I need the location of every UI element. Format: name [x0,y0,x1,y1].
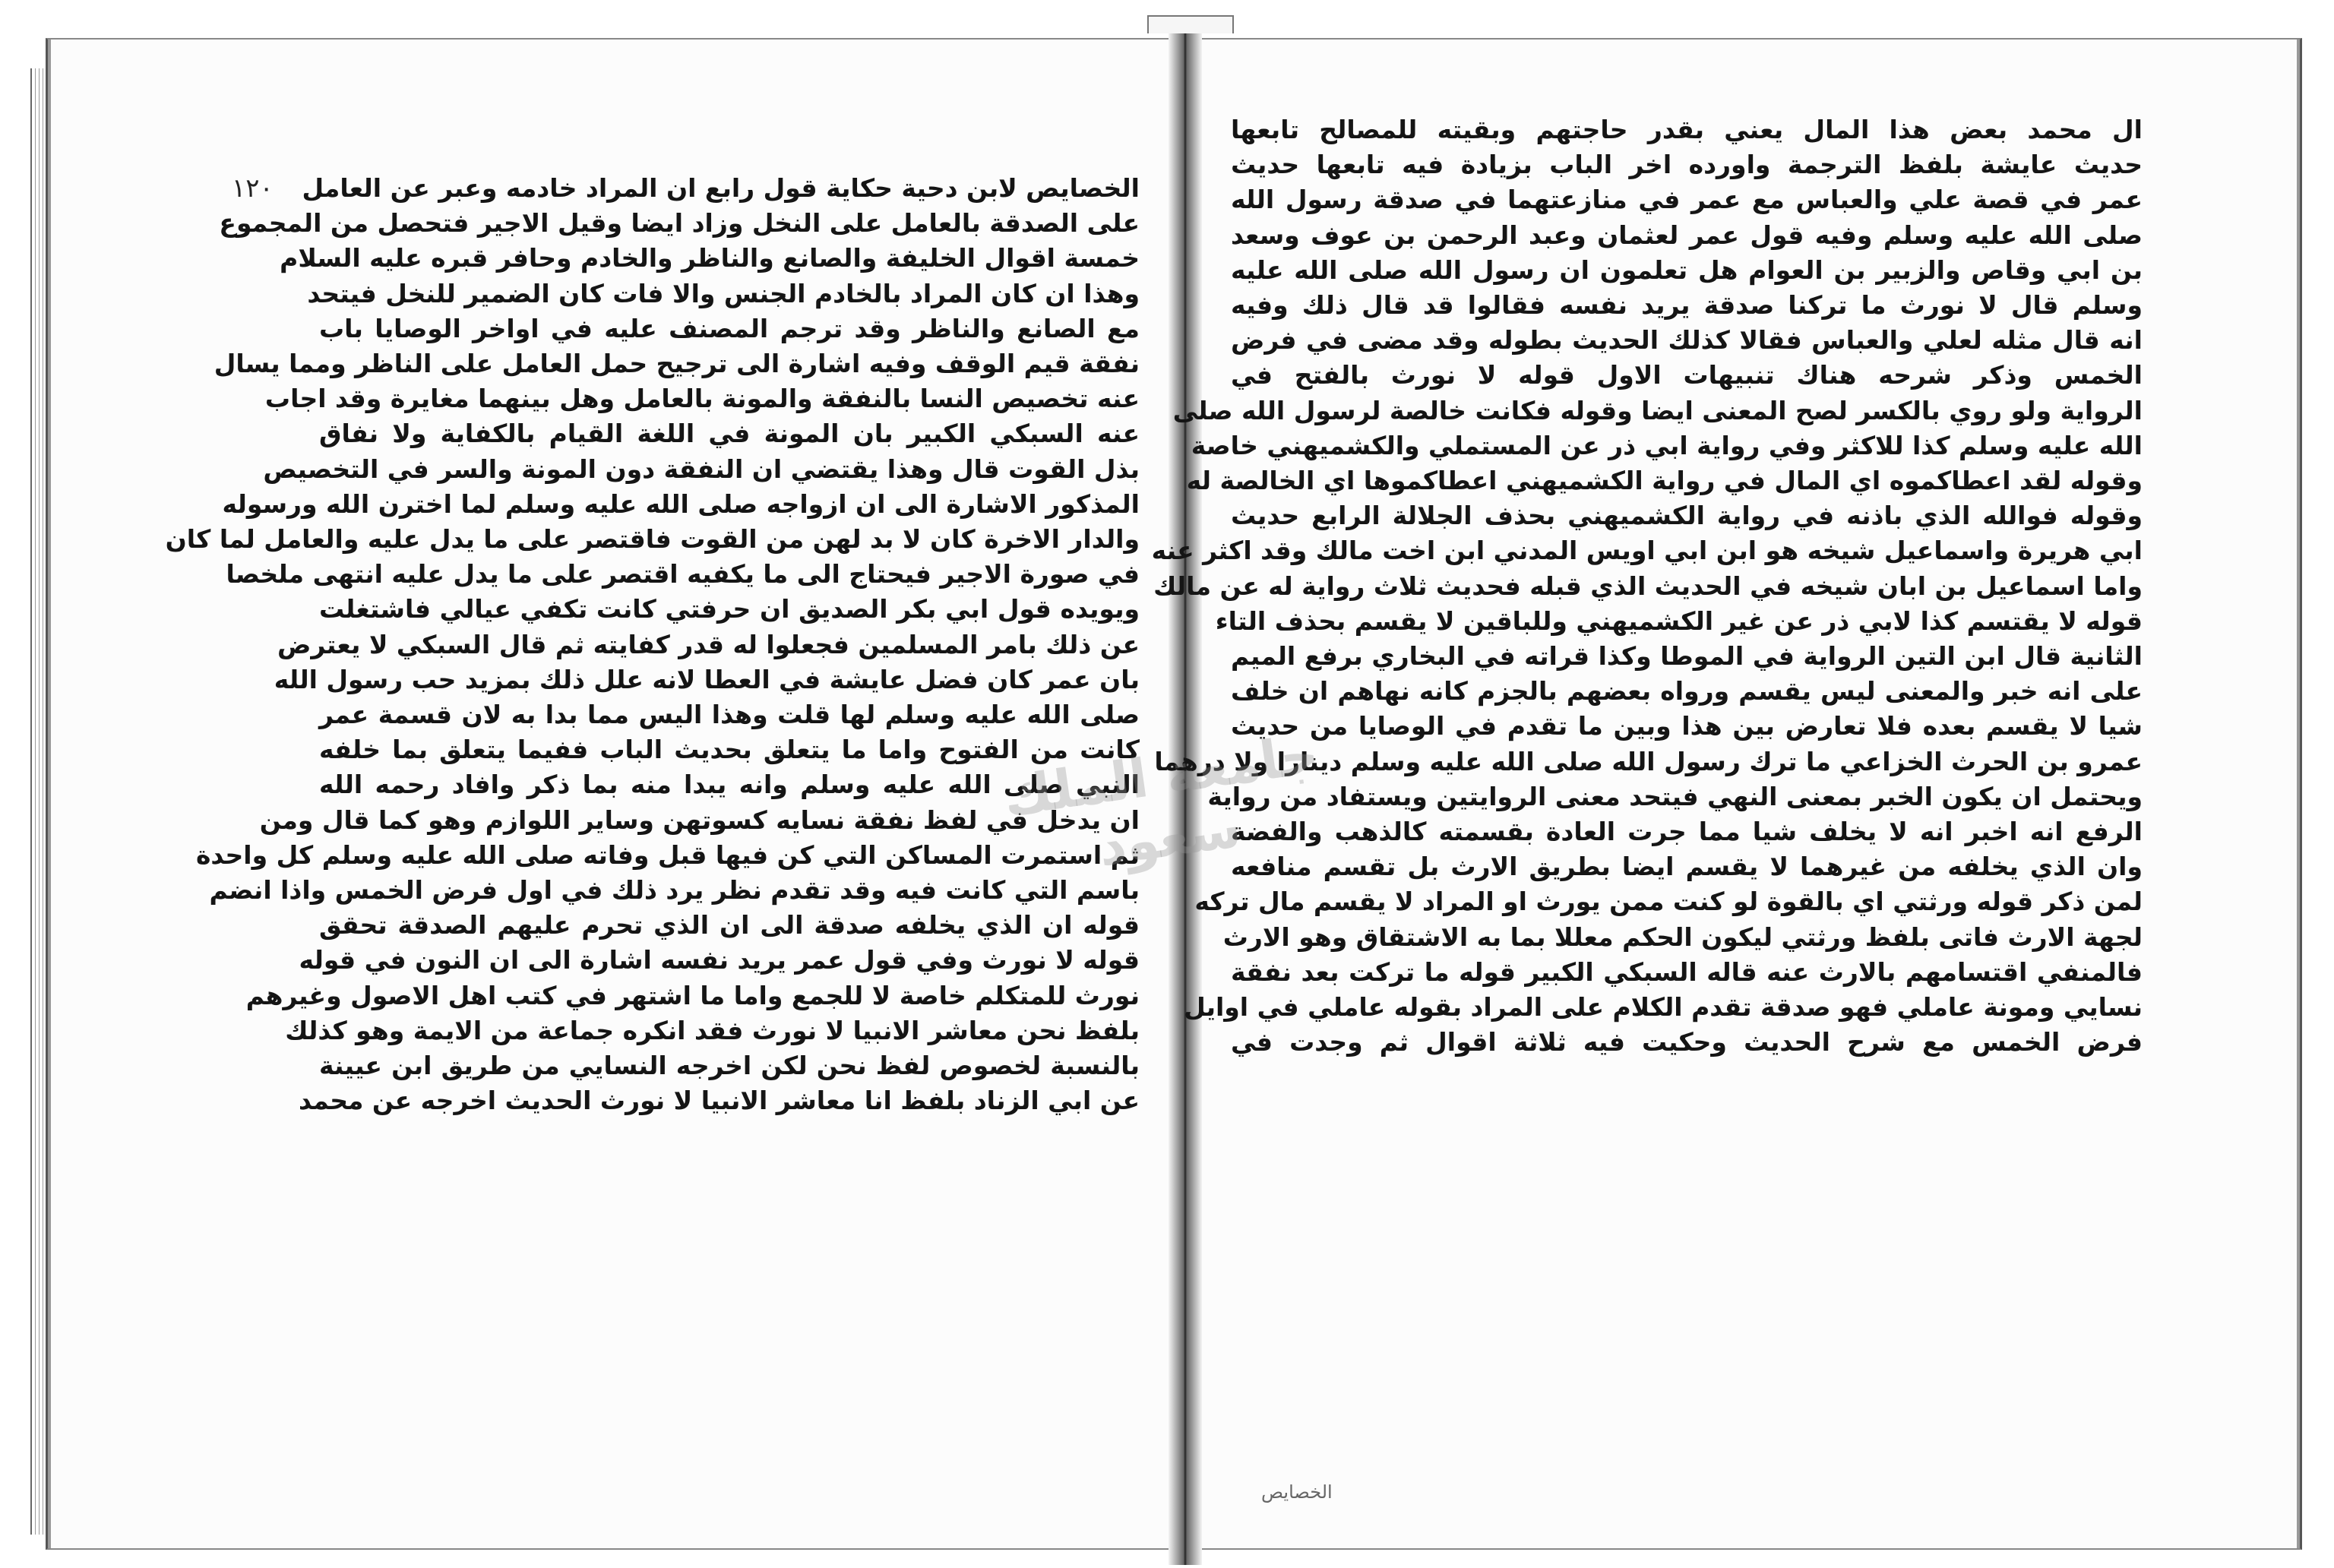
left_page-line: بلفظ نحن معاشر الانبيا لا نورث فقد انكره جماعة من الايمة وهو كذلك [285,1015,1140,1045]
folio-number: ١٢٠ [232,173,274,204]
right_page-line: الثانية قال ابن التين الرواية في الموطا وكذا قراته في البخاري برفع الميم [1231,641,2143,672]
right_page-line: الرفع انه اخبر انه لا يخلف شيا مما جرت العادة بقسمته كالذهب والفضة [1231,817,2143,847]
left_page-line: بالنسبة لخصوص لفظ نحن لكن اخرجه النسايي من طريق ابن عيينة [319,1051,1140,1081]
right_page-line: شيا لا يقسم بعده فلا تعارض بين هذا وبين ما تقدم في الوصايا من حديث [1231,711,2143,741]
right_page-line: صلى الله عليه وسلم وفيه قول عمر لعثمان وعبد الرحمن بن عوف وسعد [1231,220,2143,250]
right_page-line: عمر في قصة علي والعباس مع عمر في منازعتهما في صدقة رسول الله [1231,185,2143,215]
left_page-line: على الصدقة بالعامل على النخل وزاد ايضا وقيل الاجير فتحصل من المجموع [219,208,1140,239]
right_page-line: لجهة الارث فاتى بلفظ ورثتي ليكون الحكم معللا بما به الاشتقاق وهو الارث [1222,922,2143,952]
book-gutter [1169,15,1202,1565]
left_page-line: عنه السبكي الكبير بان المونة في اللغة القيام بالكفاية ولا نفاق [319,419,1140,449]
left_page-line: بان عمر كان فضل عايشة في العطا لانه علل ذلك بمزيد حب رسول الله [274,664,1140,694]
right_page-line: انه قال مثله لعلي والعباس فقالا كذلك الحديث بطوله وقد مضى في فرض [1231,325,2143,356]
left_page-line: باسم التي كانت فيه وقد تقدم نظر يرد ذلك في اول فرض الخمس واذا انضم [209,875,1140,906]
right_page-line: الرواية ولو روي بالكسر لصح المعنى ايضا وقوله فكانت خالصة لرسول الله صلى [1172,395,2143,425]
right_page-line: ال محمد بعض هذا المال يعني بقدر حاجتهم وبقيته للمصالح تابعها [1231,115,2143,144]
catchword: الخصايص [1261,1481,1333,1503]
library-watermark: جامعة الملك سعود [999,722,1323,879]
left_page-line: كانت من الفتوح واما ما يتعلق بحديث الباب ففيما يتعلق بما خلفه [319,735,1140,765]
right_page-line: قوله لا يقتسم كذا لابي ذر عن غير الكشميهني وللباقين لا يقسم بحذف التاء [1215,605,2143,636]
right_page-line: الله عليه وسلم كذا للاكثر وفي رواية ابي ذر عن المستملي والكشميهني خاصة [1191,430,2143,460]
right_page-line: وقوله لقد اعطاكموه اي المال في رواية الكشميهني اعطاكموها اي الخالصة له [1186,466,2143,496]
right_page-line: لمن ذكر قوله ورثتي اي بالقوة لو كنت ممن يورث او المراد لا يقسم مال تركه [1194,887,2143,917]
right_page-line: واما اسماعيل بن ابان شيخه في الحديث الذي قبله فحديث ثلاث رواية له عن مالك [1153,571,2143,601]
left_page-line: مع الصانع والناظر وقد ترجم المصنف عليه في اواخر الوصايا باب [319,313,1140,343]
left_page-line: عن ابي الزناد بلفظ انا معاشر الانبيا لا نورث الحديث اخرجه عن محمد [299,1086,1140,1116]
right_page-line: حديث عايشة بلفظ الترجمة واورده اخر الباب بزيادة فيه تابعها حديث [1231,150,2143,180]
left_page-line: بذل القوت قال وهذا يقتضي ان النفقة دون المونة والسر في التخصيص [263,454,1140,484]
left_page-line: صلى الله عليه وسلم لها قلت وهذا اليس مما بدا به لان قسمة عمر [319,700,1140,730]
right_page-line: على انه خبر والمعنى ليس يقسم ورواه بعضهم بالجزم كانه نهاهم ان خلف [1231,676,2143,707]
right_page-line: نسايي ومونة عاملي فهو صدقة تقدم الكلام على المراد بقوله عاملي في اوايل [1184,992,2143,1023]
left_page-line: نفقة قيم الوقف وفيه اشارة الى ترجيح حمل العامل على الناظر ومما يسال [213,349,1140,379]
left_page-line: ان يدخل في لفظ نفقة نسايه كسوتهن وساير اللوازم وهو كما قال ومن [259,805,1140,835]
left_page-line: النبي صلى الله عليه وسلم وانه يبدا منه بما ذكر وافاد رحمه الله [319,770,1140,800]
left_page-line: والدار الاخرة كان لا بد لهن من القوت فاقتصر على ما يدل عليه والعامل لما كان [165,524,1140,555]
right_page-line: عمرو بن الحرث الخزاعي ما ترك رسول الله صلى الله عليه وسلم دينارا ولا درهما [1154,746,2143,776]
right_page-line: ويحتمل ان يكون الخبر بمعنى النهي فيتحد معنى الروايتين ويستفاد من رواية [1207,781,2143,811]
left_page-line: وهذا ان كان المراد بالخادم الجنس والا فات كان الضمير للنخل فيتحد [307,278,1140,308]
left_page-line: المذكور الاشارة الى ان ازواجه صلى الله عليه وسلم لما اخترن الله ورسوله [222,488,1140,519]
right_page-line: فرض الخمس مع شرح الحديث وحكيت فيه ثلاثة اقوال ثم وجدت في [1231,1027,2143,1057]
right_page-line: بن ابي وقاص والزبير بن العوام هل تعلمون ان رسول الله صلى الله عليه [1231,254,2143,285]
left_page-line: عنه تخصيص النسا بالنفقة والمونة بالعامل وهل بينهما مغايرة وقد اجاب [264,384,1140,414]
left_page-line: نورث للمتكلم خاصة لا للجمع واما ما اشتهر في كتب اهل الاصول وغيرهم [245,980,1140,1010]
right_page-line: وان الذي يخلفه من غيرهما لا يقسم ايضا بطريق الارث بل تقسم منافعه [1231,852,2143,882]
left_page-line: قوله لا نورث وفي قول عمر يريد نفسه اشارة الى ان النون في قوله [299,945,1140,975]
binding-tab [1147,15,1234,33]
left_page-line: قوله ان الذي يخلفه صدقة الى ان الذي تحرم عليهم الصدقة تحقق [319,910,1140,940]
left_page-line: ثم استمرت المساكن التي كن فيها قبل وفاته صلى الله عليه وسلم كل واحدة [195,839,1140,870]
right_page-line: فالمنفي اقتسامهم بالارث عنه قاله السبكي الكبير قوله ما تركت بعد نفقة [1231,956,2143,987]
left_page-line: عن ذلك بامر المسلمين فجعلوا له قدر كفايته ثم قال السبكي لا يعترض [277,629,1140,659]
left_page-line: في صورة الاجير فيحتاج الى ما يكفيه اقتصر على ما يدل عليه انتهى ملخصا [226,559,1140,590]
left_page-line: الخصايص لابن دحية حكاية قول رابع ان المراد خادمه وعبر عن العامل [302,173,1140,203]
right_page-line: ابي هريرة واسماعيل شيخه هو ابن ابي اويس المدني ابن اخت مالك وقد اكثر عنه [1151,536,2143,566]
right_page-line: وقوله فوالله الذي باذنه في رواية الكشميهني بحذف الجلالة الرابع حديث [1231,501,2143,531]
right_page-line: الخمس وذكر شرحه هناك تنبيهات الاول قوله لا نورث بالفتح في [1231,360,2143,390]
right_page-line: وسلم قال لا نورث ما تركنا صدقة يريد نفسه فقالوا قد قال ذلك وفيه [1231,290,2143,321]
left_page-line: ويويده قول ابي بكر الصديق ان حرفتي كانت تكفي عيالي فاشتغلت [319,594,1140,624]
left_page-line: خمسة اقوال الخليفة والصانع والناظر والخادم وحافر قبره عليه السلام [280,243,1140,273]
